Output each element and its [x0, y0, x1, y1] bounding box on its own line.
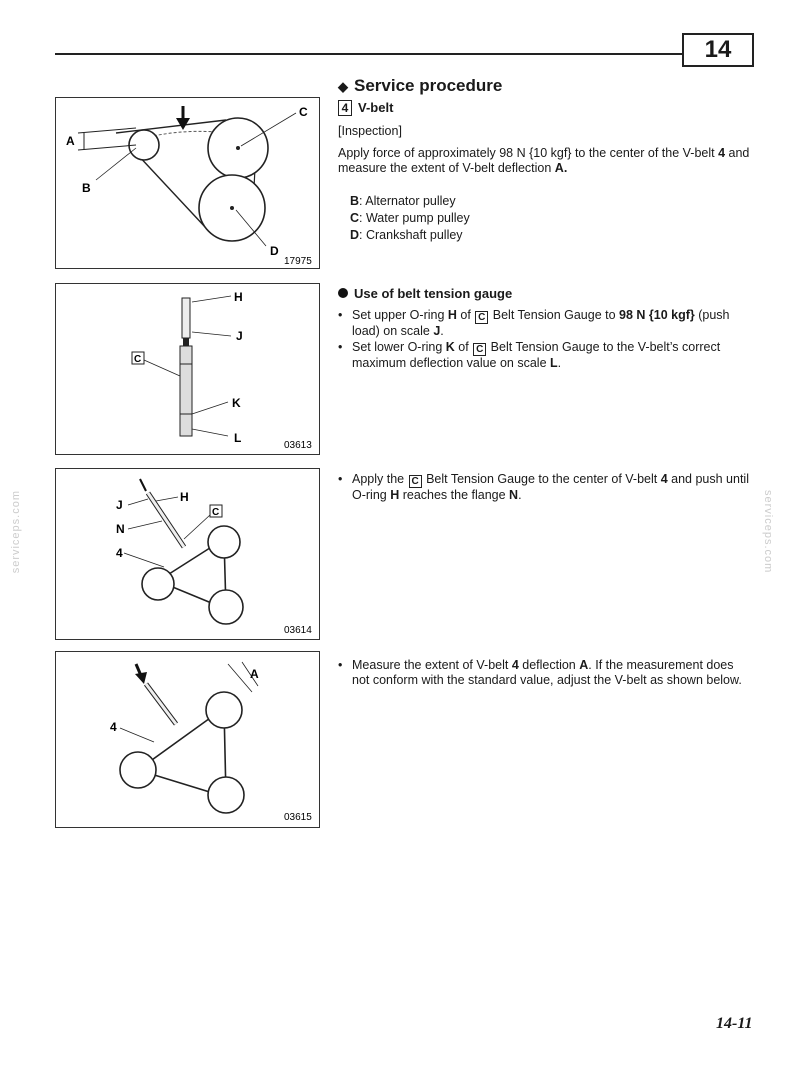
figure-pulley-deflection — [55, 97, 320, 269]
item-heading — [338, 100, 393, 116]
label-4: 4 — [110, 720, 117, 734]
inspection-label: [Inspection] — [338, 124, 402, 138]
label-n: N — [116, 522, 125, 536]
circle-bullet-icon — [338, 288, 348, 298]
label-a: A — [250, 667, 259, 681]
bullet-measure-deflection: • Measure the extent of V-belt 4 deflection A. If the measurement does not conform with the standard value, adjust the V-belt as shown below. — [338, 658, 742, 687]
tool-c-mark: C — [212, 507, 220, 518]
label-h: H — [234, 290, 243, 304]
figure-deflection-measure — [55, 651, 320, 828]
label-d: D — [270, 244, 279, 258]
header-rule — [55, 53, 752, 55]
label-a: A — [66, 134, 75, 148]
item-number: 4 — [338, 100, 352, 116]
legend-item: C: Water pump pulley — [350, 211, 470, 225]
label-h: H — [180, 490, 189, 504]
pulley-legend — [350, 193, 470, 244]
bullet-set-lower-oring: • Set lower O-ring K of C Belt Tension Gauge to the V-belt’s correct maximum deflection value on scale L. — [338, 340, 721, 370]
figure-id: 03615 — [284, 812, 312, 823]
watermark-right: serviceps.com — [762, 490, 774, 574]
bullet-dot-icon: • — [338, 658, 343, 672]
label-k: K — [232, 396, 241, 410]
label-l: L — [234, 431, 242, 445]
tool-c-mark: C — [134, 354, 142, 365]
label-4: 4 — [116, 546, 123, 560]
figure-id: 17975 — [284, 256, 312, 267]
label-b: B — [82, 181, 91, 195]
page-number: 14-11 — [716, 1015, 753, 1032]
tool-c-icon: C — [473, 343, 486, 356]
label-c: C — [299, 105, 308, 119]
section-title: ◆ Service procedure — [338, 76, 503, 95]
figure-id: 03614 — [284, 625, 312, 636]
figure-tension-gauge — [55, 283, 320, 455]
item-title: V-belt — [358, 100, 394, 115]
bullet-dot-icon: • — [338, 472, 343, 486]
figure-id: 03613 — [284, 440, 312, 451]
chapter-number: 14 — [682, 33, 754, 67]
figure-gauge-applied — [55, 468, 320, 640]
diamond-bullet-icon: ◆ — [338, 79, 348, 94]
inspection-paragraph: Apply force of approximately 98 N {10 kgf} to the center of the V-belt 4 and measure the extent of V-belt deflection A. — [338, 146, 750, 175]
bullet-dot-icon: • — [338, 340, 343, 354]
legend-item: D: Crankshaft pulley — [350, 228, 463, 242]
watermark-left: serviceps.com — [10, 490, 22, 574]
label-j: J — [236, 329, 243, 343]
gauge-heading: Use of belt tension gauge — [338, 286, 512, 301]
bullet-dot-icon: • — [338, 308, 343, 322]
bullet-set-upper-oring: • Set upper O-ring H of C Belt Tension Gauge to 98 N {10 kgf} (push load) on scale J. — [338, 308, 730, 338]
tool-c-icon: C — [475, 311, 488, 324]
legend-item: B: Alternator pulley — [350, 194, 456, 208]
tool-c-icon: C — [409, 475, 422, 488]
label-j: J — [116, 498, 123, 512]
bullet-apply-gauge: • Apply the C Belt Tension Gauge to the center of V-belt 4 and push until O-ring H reaches the flange N. — [338, 472, 749, 502]
